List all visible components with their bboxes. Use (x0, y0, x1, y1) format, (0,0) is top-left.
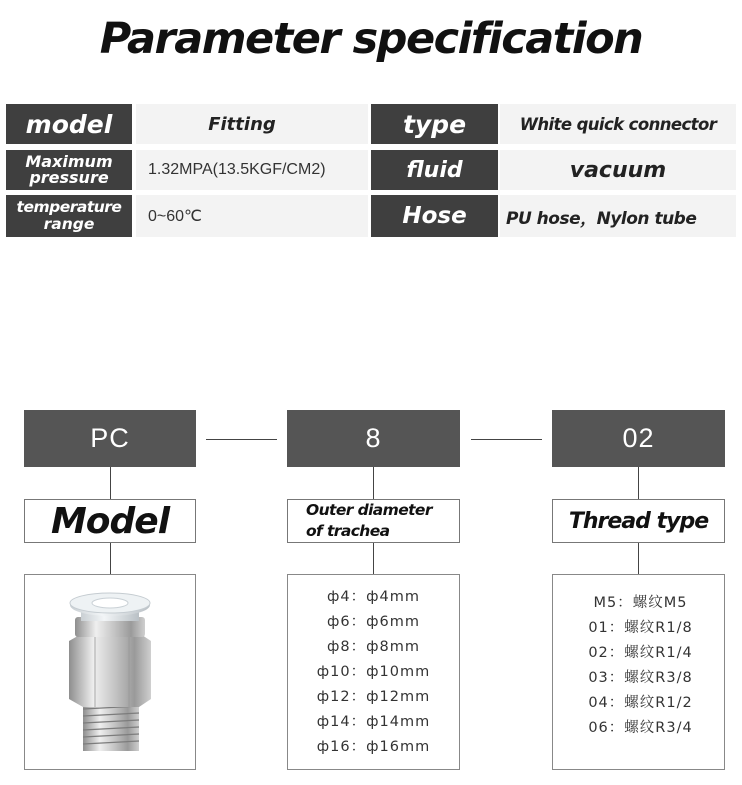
thread-option: 03：螺纹R3/8 (588, 670, 693, 686)
diameter-option: ф16：ф16mm (316, 739, 431, 755)
code-box-model (24, 410, 196, 467)
hose-value: PU hose，Nylon tube (506, 208, 697, 229)
code-model: PC (90, 423, 130, 453)
connector-line (638, 467, 639, 499)
pressure-value-cell (136, 150, 368, 190)
pressure-label-cell (6, 150, 132, 190)
type-value: White quick connector (519, 114, 717, 134)
connector-line (110, 467, 111, 499)
diameter-option: ф6：ф6mm (327, 614, 420, 630)
product-image-box (24, 574, 196, 770)
temperature-value: 0~60℃ (148, 208, 203, 225)
diameter-option: ф10：ф10mm (316, 664, 431, 680)
connector-line (206, 439, 277, 440)
temperature-value-cell (136, 195, 368, 237)
fluid-value-cell (500, 150, 736, 190)
diameter-list (288, 585, 459, 760)
hose-label-cell (371, 195, 498, 237)
model-value: Fitting (208, 113, 276, 135)
diameter-option: ф12：ф12mm (316, 689, 431, 705)
hose-value-cell (500, 195, 736, 237)
thread-option: M5：螺纹M5 (593, 595, 688, 611)
diameter-option: ф8：ф8mm (327, 639, 420, 655)
model-value-cell (136, 104, 368, 144)
diameter-option: ф14：ф14mm (316, 714, 431, 730)
thread-option: 01：螺纹R1/8 (588, 620, 693, 636)
label-thread: Thread type (568, 508, 709, 534)
connector-line (373, 543, 374, 574)
label-box-thread (552, 499, 725, 543)
thread-list-box (552, 574, 725, 770)
pressure-value: 1.32MPA(13.5KGF/CM2) (148, 161, 326, 178)
temperature-label-line2: range (43, 215, 95, 233)
pressure-label-line2: pressure (29, 168, 109, 187)
code-box-diameter (287, 410, 460, 467)
code-box-thread (552, 410, 725, 467)
page-title: Parameter specification (99, 14, 643, 64)
thread-option: 04：螺纹R1/2 (588, 695, 693, 711)
temperature-label-cell (6, 195, 132, 237)
model-label: model (25, 109, 113, 139)
label-box-model (24, 499, 196, 543)
model-label-cell (6, 104, 132, 144)
thread-list (553, 591, 724, 741)
temperature-label-line1: temperature (16, 198, 122, 216)
type-label-cell (371, 104, 498, 144)
pressure-label-line1: Maximum (25, 152, 113, 171)
connector-line (638, 543, 639, 574)
thread-option: 02：螺纹R1/4 (588, 645, 693, 661)
fluid-label: fluid (406, 157, 463, 183)
diameter-option: ф4：ф4mm (327, 589, 420, 605)
label-diameter-line1: Outer diameter (306, 501, 432, 519)
fluid-label-cell (371, 150, 498, 190)
connector-line (373, 467, 374, 499)
label-diameter-line2: of trachea (306, 522, 390, 540)
type-label: type (402, 109, 467, 139)
diameter-list-box (287, 574, 460, 770)
label-model: Model (50, 500, 170, 542)
connector-line (471, 439, 542, 440)
hose-label: Hose (402, 203, 467, 229)
label-box-diameter (287, 499, 460, 543)
push-fitting-image (25, 575, 195, 769)
type-value-cell (500, 104, 736, 144)
code-diameter: 8 (365, 423, 382, 453)
thread-option: 06：螺纹R3/4 (588, 720, 693, 736)
connector-line (110, 543, 111, 574)
fluid-value: vacuum (569, 157, 667, 183)
code-thread: 02 (622, 423, 655, 453)
